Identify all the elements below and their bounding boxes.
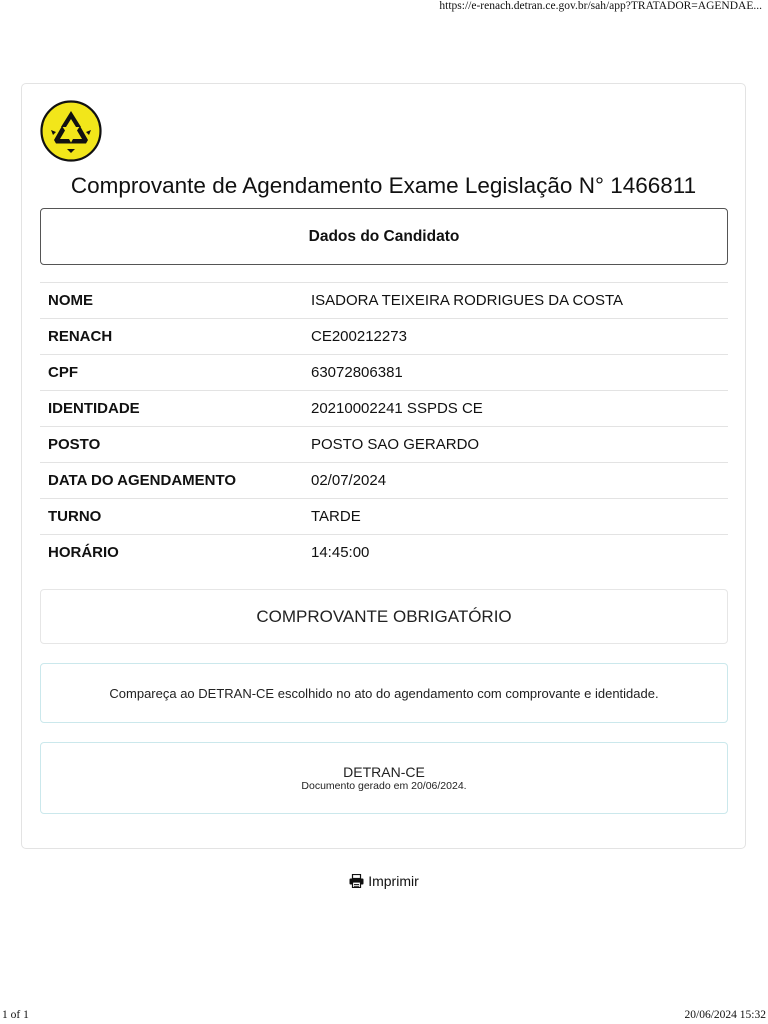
detran-recycle-logo-icon xyxy=(40,100,102,162)
field-value: 20210002241 SSPDS CE xyxy=(303,391,728,427)
table-row xyxy=(40,391,728,427)
field-value: TARDE xyxy=(303,499,728,535)
print-footer-timestamp: 20/06/2024 15:32 xyxy=(684,1009,766,1021)
table-row xyxy=(40,355,728,391)
field-label: TURNO xyxy=(40,499,303,535)
instruction-text: Compareça ao DETRAN-CE escolhido no ato do agendamento com comprovante e identidade. xyxy=(109,685,659,701)
mandatory-notice-panel xyxy=(40,589,728,644)
print-label: Imprimir xyxy=(368,873,419,889)
field-label: NOME xyxy=(40,283,303,319)
instruction-panel xyxy=(40,663,728,723)
receipt-card xyxy=(21,83,746,849)
field-value: POSTO SAO GERARDO xyxy=(303,427,728,463)
field-value: 02/07/2024 xyxy=(303,463,728,499)
document-footer-panel xyxy=(40,742,728,814)
table-row xyxy=(40,499,728,535)
table-row xyxy=(40,463,728,499)
field-value: CE200212273 xyxy=(303,319,728,355)
field-label: HORÁRIO xyxy=(40,535,303,571)
field-label: DATA DO AGENDAMENTO xyxy=(40,463,303,499)
table-row xyxy=(40,427,728,463)
table-row xyxy=(40,535,728,571)
printer-icon xyxy=(349,874,364,888)
print-footer-page: 1 of 1 xyxy=(2,1009,29,1021)
print-header-url: https://e-renach.detran.ce.gov.br/sah/app?TRATADOR=AGENDAE... xyxy=(439,0,762,12)
field-label: CPF xyxy=(40,355,303,391)
page-title: Comprovante de Agendamento Exame Legislação N° 1466811 xyxy=(70,173,697,198)
field-value: 14:45:00 xyxy=(303,535,728,571)
table-row xyxy=(40,319,728,355)
candidate-data-table xyxy=(40,282,728,571)
print-button[interactable] xyxy=(0,873,768,889)
table-row xyxy=(40,283,728,319)
field-value: ISADORA TEIXEIRA RODRIGUES DA COSTA xyxy=(303,283,728,319)
candidate-section-title: Dados do Candidato xyxy=(308,227,460,245)
field-value: 63072806381 xyxy=(303,355,728,391)
candidate-section-header xyxy=(40,208,728,265)
footer-generated-date: Documento gerado em 20/06/2024. xyxy=(301,780,467,792)
field-label: IDENTIDADE xyxy=(40,391,303,427)
footer-org: DETRAN-CE xyxy=(343,764,425,780)
mandatory-notice-text: COMPROVANTE OBRIGATÓRIO xyxy=(256,606,512,626)
field-label: RENACH xyxy=(40,319,303,355)
field-label: POSTO xyxy=(40,427,303,463)
